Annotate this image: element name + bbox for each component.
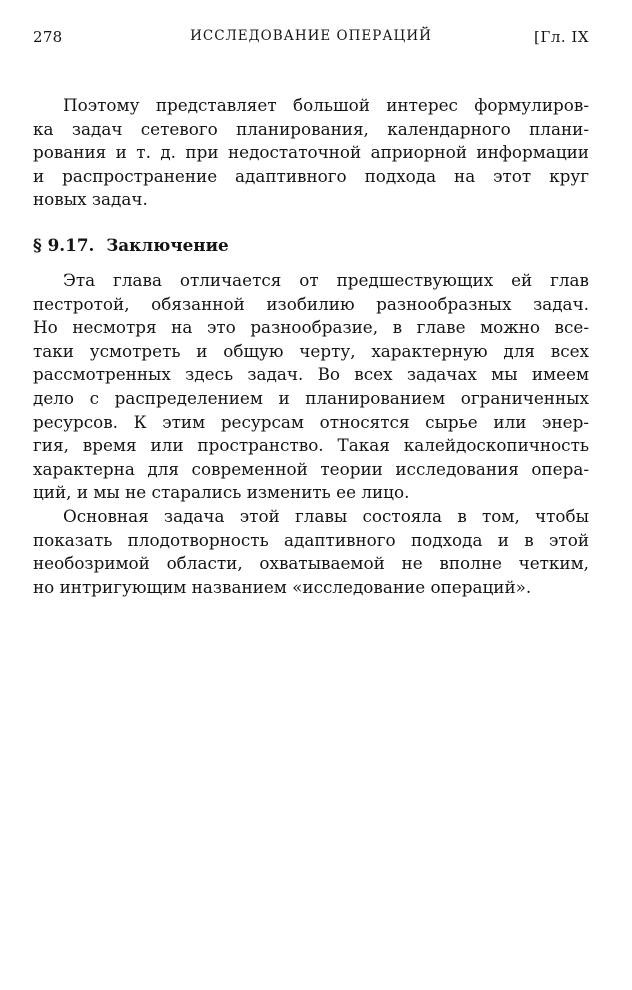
section-heading (33, 233, 589, 257)
text-line: но интригующим названием «исследование операций». (33, 576, 532, 597)
text-line: необозримой области, охватываемой не вполне четким, (33, 553, 589, 574)
text-line: новых задач. (33, 189, 148, 210)
text-line: ресурсов. К этим ресурсам относятся сырье или энер- (33, 411, 589, 432)
text-line: характерна для современной теории исследования опера- (33, 458, 589, 479)
section-number: § 9.17. (33, 234, 95, 255)
text-line: дело с распределением и планированием ограниченных (33, 387, 589, 408)
text-line: ций, и мы не старались изменить ее лицо. (33, 482, 410, 503)
book-page (33, 28, 589, 599)
text-line: Но несмотря на это разнообразие, в главе можно все- (33, 317, 589, 338)
text-line: Эта глава отличается от предшествующих ей глав (63, 269, 589, 290)
text-line: таки усмотреть и общую черту, характерную для всех (33, 340, 589, 361)
text-line: пестротой, обязанной изобилию разнообразных задач. (33, 293, 589, 314)
text-line: показать плодотворность адаптивного подхода и в этой (33, 529, 589, 550)
text-line: и распространение адаптивного подхода на этот круг (33, 165, 589, 186)
text-line: гия, время или пространство. Такая калейдоскопичность (33, 435, 589, 456)
chapter-reference: [Гл. IX (534, 28, 589, 46)
running-head (33, 28, 589, 52)
paragraph-conclusion-2 (33, 505, 589, 599)
paragraph-conclusion-1 (33, 269, 589, 505)
paragraph-intro (33, 94, 589, 212)
text-line: Поэтому представляет большой интерес формулиров- (63, 95, 589, 115)
text-line: Основная задача этой главы состояла в том, чтобы (63, 505, 589, 526)
text-line: ка задач сетевого планирования, календарного плани- (33, 118, 589, 139)
text-line: рования и т. д. при недостаточной априорной информации (33, 142, 589, 163)
page-number: 278 (33, 28, 63, 46)
running-title: ИССЛЕДОВАНИЕ ОПЕРАЦИЙ (190, 28, 432, 44)
section-title: Заключение (106, 234, 229, 255)
text-line: рассмотренных здесь задач. Во всех задачах мы имеем (33, 364, 589, 385)
